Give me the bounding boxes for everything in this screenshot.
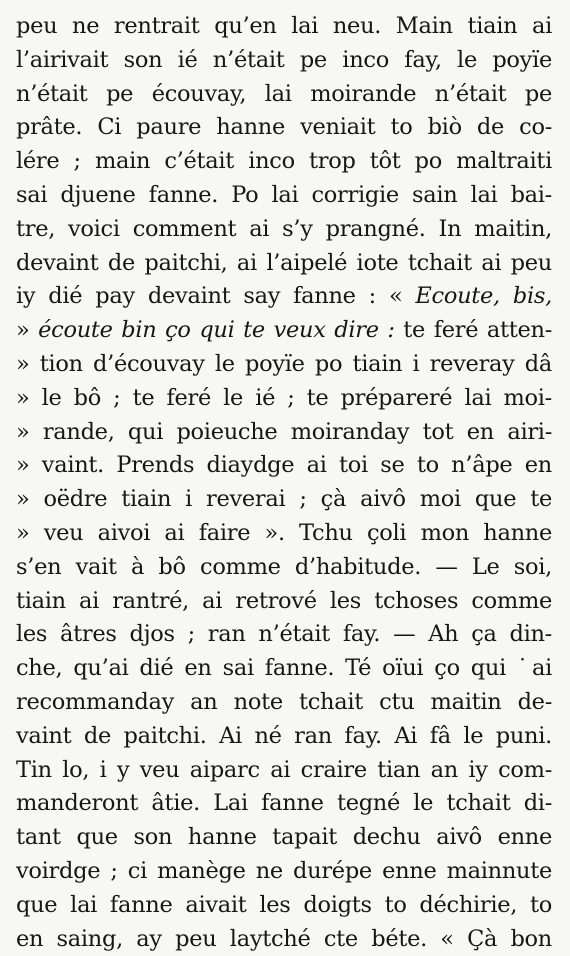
text-line: sai djuene fanne. Po lai corrigie sain lai bai- bbox=[16, 181, 552, 208]
text-line: les âtres djos ; ran n’était fay. — Ah ça din- bbox=[16, 621, 552, 648]
text-line: n’était pe écouvay, lai moirande n’était pe bbox=[16, 80, 552, 107]
text-line: que lai fanne aivait les doigts to déchirie, to bbox=[16, 891, 552, 918]
text-line: » rande, qui poieuche moiranday tot en airi- bbox=[16, 418, 552, 445]
text-line: » le bô ; te feré le ié ; te prépareré lai moi- bbox=[16, 384, 552, 411]
text-line: iy dié pay devaint say fanne : « Ecoute, bis, bbox=[16, 283, 552, 310]
text-line: peu ne rentrait qu’en lai neu. Main tiain ai bbox=[16, 13, 552, 39]
text-line: Tin lo, i y veu aiparc ai craire tian an iy com- bbox=[16, 756, 552, 783]
text-line: vaint de paitchi. Ai né ran fay. Ai fâ le puni. bbox=[16, 722, 552, 749]
text-line: recommanday an note tchait ctu maitin de- bbox=[16, 688, 552, 715]
text-line: » vaint. Prends diaydge ai toi se to n’âpe en bbox=[16, 452, 552, 479]
text-line: devaint de paitchi, ai l’aipelé iote tchait ai peu bbox=[16, 249, 552, 276]
text-line: » écoute bin ço qui te veux dire : te feré atten- bbox=[16, 317, 552, 344]
text-line: en saing, ay peu laytché cte béte. « Çà bon bbox=[16, 925, 552, 952]
text-line: manderont âtie. Lai fanne tegné le tchait di- bbox=[16, 790, 552, 817]
text-line: lére ; main c’était inco trop tôt po maltraiti bbox=[16, 148, 552, 175]
page-text bbox=[16, 10, 552, 956]
text-line: tre, voici comment ai s’y prangné. In maitin, bbox=[16, 215, 552, 242]
text-line: voirdge ; ci manège ne durépe enne mainnute bbox=[16, 857, 552, 884]
text-line: tant que son hanne tapait dechu aivô enne bbox=[16, 824, 552, 851]
text-line: l’airivait son ié n’était pe inco fay, le poyïe bbox=[16, 46, 552, 73]
text-line: » veu aivoi ai faire ». Tchu çoli mon hanne bbox=[16, 519, 552, 546]
text-line: s’en vait à bô comme d’habitude. — Le soi, bbox=[16, 553, 552, 580]
text-line: » tion d’écouvay le poyïe po tiain i reveray dâ bbox=[16, 350, 552, 377]
text-line: prâte. Ci paure hanne veniait to biò de co- bbox=[16, 114, 552, 141]
text-line: tiain ai rantré, ai retrové les tchoses comme bbox=[16, 587, 552, 614]
text-line: » oëdre tiain i reverai ; çà aivô moi que te bbox=[16, 486, 552, 513]
text-line: che, qu’ai dié en sai fanne. Té oïui ço qui ˙ai bbox=[16, 655, 552, 682]
